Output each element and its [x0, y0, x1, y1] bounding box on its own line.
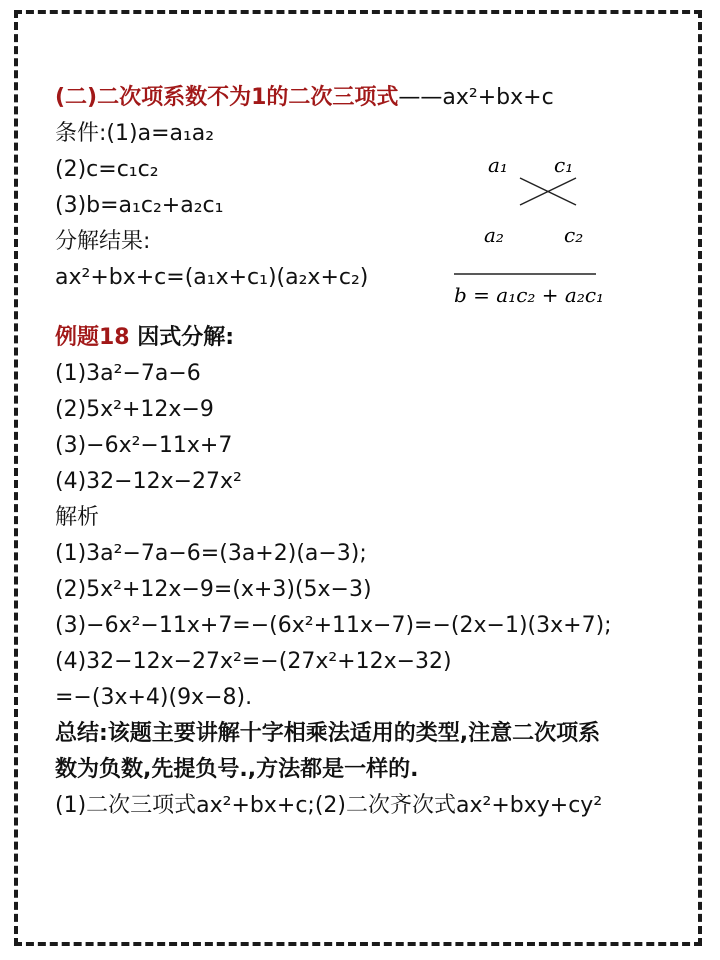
example-prompt: 因式分解:	[137, 325, 235, 350]
summary-line-1: 总结:该题主要讲解十字相乘法适用的类型,注意二次项系	[55, 721, 601, 746]
solution-4: (4)32−12x−27x²=−(27x²+12x−32)	[55, 649, 452, 674]
result-label: 分解结果:	[55, 229, 151, 254]
problem-2: (2)5x²+12x−9	[55, 397, 214, 422]
summary-line-3: (1)二次三项式ax²+bx+c;(2)二次齐次式ax²+bxy+cy²	[55, 793, 603, 818]
problem-3: (3)−6x²−11x+7	[55, 433, 233, 458]
solution-3: (3)−6x²−11x+7=−(6x²+11x−7)=−(2x−1)(3x+7);	[55, 613, 612, 638]
diagram-formula: b = a₁c₂ + a₂c₁	[454, 283, 605, 307]
section-title: (二)二次项系数不为1的二次三项式	[55, 85, 399, 110]
cross-diagram-svg	[448, 150, 608, 320]
section-heading	[55, 80, 695, 116]
diagram-a2: a₂	[484, 223, 504, 247]
analysis-label: 解析	[55, 505, 100, 530]
diagram-a1: a₁	[488, 153, 508, 177]
example-heading	[55, 320, 695, 356]
title-expression: ax²+bx+c	[442, 85, 554, 110]
solution-1: (1)3a²−7a−6=(3a+2)(a−3);	[55, 541, 367, 566]
diagram-c2: c₂	[564, 223, 584, 247]
title-dash: ——	[398, 85, 443, 110]
condition-3: (3)b=a₁c₂+a₂c₁	[55, 193, 224, 218]
diagram-c1: c₁	[554, 153, 574, 177]
solution-4-continued: =−(3x+4)(9x−8).	[55, 685, 253, 710]
solution-2: (2)5x²+12x−9=(x+3)(5x−3)	[55, 577, 372, 602]
problem-1: (1)3a²−7a−6	[55, 361, 201, 386]
condition-label: 条件:	[55, 121, 107, 146]
example-label: 例题18	[55, 325, 130, 350]
summary-line-2: 数为负数,先提负号.,方法都是一样的.	[55, 757, 419, 782]
cross-multiplication-diagram	[448, 150, 608, 320]
result-formula: ax²+bx+c=(a₁x+c₁)(a₂x+c₂)	[55, 265, 369, 290]
problem-4: (4)32−12x−27x²	[55, 469, 242, 494]
condition-2: (2)c=c₁c₂	[55, 157, 159, 182]
condition-1-text: (1)a=a₁a₂	[106, 121, 215, 146]
condition-1	[55, 116, 695, 152]
